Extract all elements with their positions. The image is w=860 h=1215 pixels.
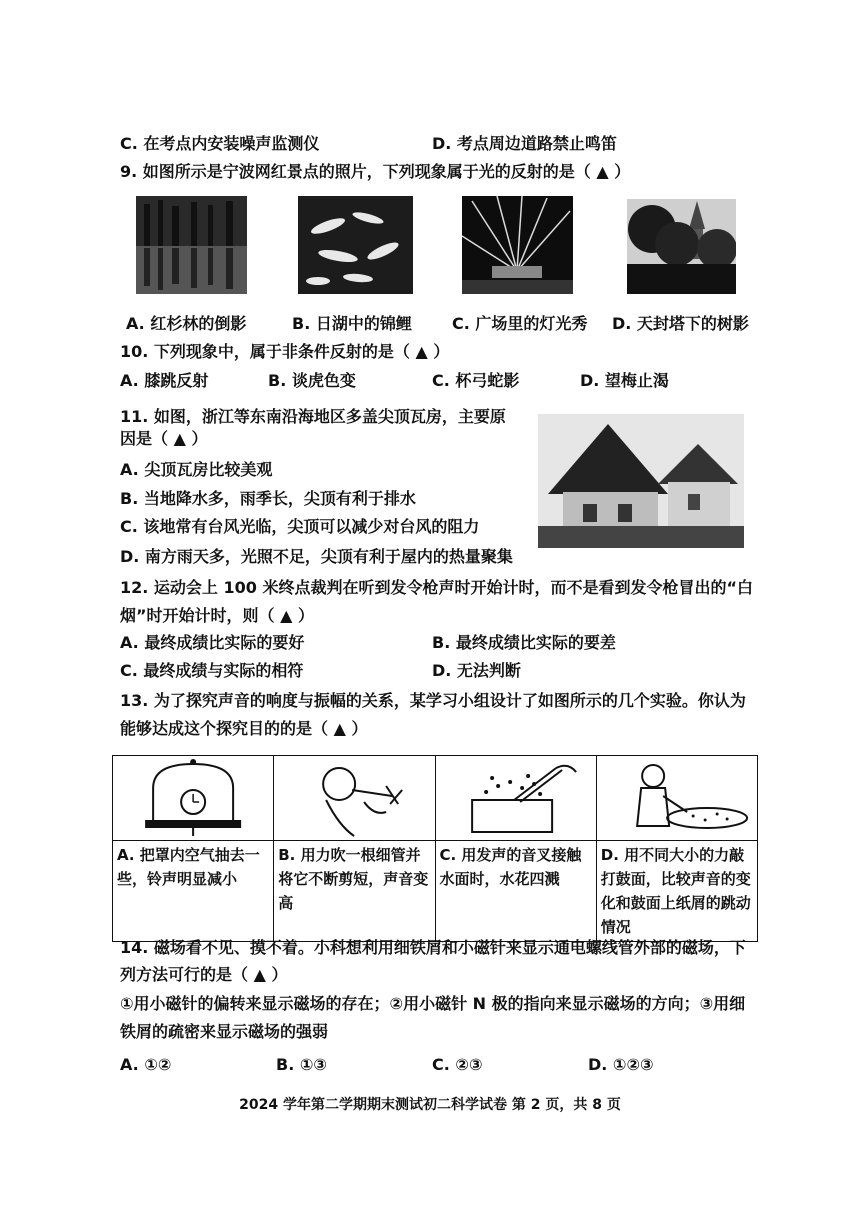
q10-option-b: B. 谈虎色变 — [268, 371, 356, 390]
q11-option-d: D. 南方雨天多，光照不足，尖顶有利于屋内的热量聚集 — [120, 547, 513, 566]
photo-redwood-reflection — [136, 196, 247, 294]
q12-stem-line1: 12. 运动会上 100 米终点裁判在听到发令枪声时开始计时，而不是看到发令枪冒出的“白 — [120, 578, 753, 597]
q8-option-c: C. 在考点内安装噪声监测仪 — [120, 134, 320, 153]
photo-tower-tree-shadow — [627, 199, 736, 294]
q13-cell-a — [113, 756, 274, 942]
q10-option-d: D. 望梅止渴 — [580, 371, 669, 390]
q12-option-c: C. 最终成绩与实际的相符 — [120, 661, 304, 680]
q10-option-c: C. 杯弓蛇影 — [432, 371, 520, 390]
q11-option-b: B. 当地降水多，雨季长，尖顶有利于排水 — [120, 489, 416, 508]
q12-stem-line2: 烟”时开始计时，则（ ▲ ） — [120, 606, 314, 625]
q13-option-a: A. 把罩内空气抽去一些，铃声明显减小 — [117, 846, 260, 888]
q13-experiment-table — [112, 755, 758, 942]
q13-stem-line1: 13. 为了探究声音的响度与振幅的关系，某学习小组设计了如图所示的几个实验。你认为 — [120, 691, 746, 710]
q14-option-a: A. ①② — [120, 1055, 172, 1074]
q14-stem-line1: 14. 磁场看不见、摸不着。小科想利用细铁屑和小磁针来显示通电螺线管外部的磁场，下 — [120, 938, 746, 957]
q14-option-c: C. ②③ — [432, 1055, 483, 1074]
q9-option-d: D. 天封塔下的树影 — [612, 314, 749, 333]
q13-cell-c — [435, 756, 596, 942]
q12-option-d: D. 无法判断 — [432, 661, 521, 680]
q14-stem-line2: 列方法可行的是（ ▲ ） — [120, 965, 288, 984]
q13-option-b: B. 用力吹一根细管并将它不断剪短，声音变高 — [278, 846, 429, 912]
blowing-tube-illustration — [274, 756, 434, 841]
drum-beating-illustration — [597, 756, 757, 841]
q14-stem-line3: ①用小磁针的偏转来显示磁场的存在；②用小磁针 N 极的指向来显示磁场的方向；③用细 — [120, 994, 746, 1013]
q13-option-c: C. 用发声的音叉接触水面时，水花四溅 — [439, 846, 582, 888]
q11-stem-line2: 因是（ ▲ ） — [120, 429, 208, 448]
q14-option-d: D. ①②③ — [588, 1055, 654, 1074]
photo-light-show — [462, 196, 573, 294]
tuning-fork-water-illustration — [436, 756, 596, 841]
q14-stem-line4: 铁屑的疏密来显示磁场的强弱 — [120, 1022, 329, 1041]
q9-option-c: C. 广场里的灯光秀 — [452, 314, 588, 333]
photo-koi-fish — [298, 196, 413, 294]
q13-cell-d — [596, 756, 757, 942]
q10-stem: 10. 下列现象中，属于非条件反射的是（ ▲ ） — [120, 342, 450, 361]
page-footer: 2024 学年第二学期期末测试初二科学试卷 第 2 页，共 8 页 — [239, 1097, 621, 1113]
q12-option-b: B. 最终成绩比实际的要差 — [432, 633, 616, 652]
q9-stem: 9. 如图所示是宁波网红景点的照片，下列现象属于光的反射的是（ ▲ ） — [120, 162, 631, 181]
q9-option-b: B. 日湖中的锦鲤 — [292, 314, 412, 333]
q13-option-d: D. 用不同大小的力敲打鼓面，比较声音的变化和鼓面上纸屑的跳动情况 — [600, 846, 751, 936]
q10-option-a: A. 膝跳反射 — [120, 371, 209, 390]
q13-cell-b — [274, 756, 435, 942]
q11-option-a: A. 尖顶瓦房比较美观 — [120, 460, 273, 479]
q11-option-c: C. 该地常有台风光临，尖顶可以减少对台风的阻力 — [120, 517, 480, 536]
photo-pointed-roof-house — [538, 414, 744, 548]
q14-option-b: B. ①③ — [276, 1055, 327, 1074]
q13-stem-line2: 能够达成这个探究目的的是（ ▲ ） — [120, 719, 368, 738]
q11-stem-line1: 11. 如图，浙江等东南沿海地区多盖尖顶瓦房，主要原 — [120, 407, 506, 426]
bell-jar-illustration — [113, 756, 273, 841]
q12-option-a: A. 最终成绩比实际的要好 — [120, 633, 305, 652]
q8-option-d: D. 考点周边道路禁止鸣笛 — [432, 134, 617, 153]
q9-option-a: A. 红杉林的倒影 — [126, 314, 247, 333]
